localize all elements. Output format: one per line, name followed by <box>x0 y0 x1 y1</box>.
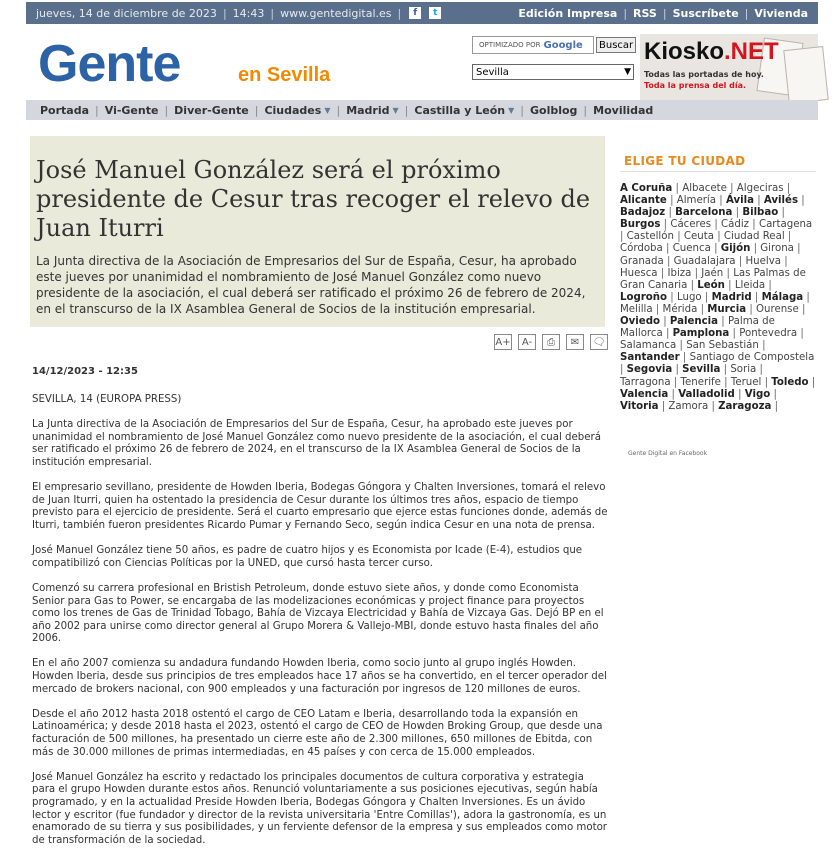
city-separator: | <box>771 400 779 412</box>
city-separator: | <box>723 267 734 279</box>
city-separator: | <box>793 243 801 255</box>
city-separator: | <box>710 243 721 255</box>
city-link[interactable]: Avilés <box>763 195 799 207</box>
city-separator: | <box>660 316 670 328</box>
city-link[interactable]: Ceuta <box>683 231 714 243</box>
city-separator: | <box>735 255 746 267</box>
city-link[interactable]: Toledo <box>771 376 809 388</box>
article-lead: La Junta directiva de la Asociación de Empresarios del Sur de España, Cesur, ha aprobado este jueves por unanimidad el nombramiento de José Manuel González como nuevo presidente de la asociación, el cual deberá ser ratificado el próximo 26 de febrero de 2024, en el transcurso de la IX Asamblea General de Socios de la institución empresarial. <box>36 254 586 316</box>
city-link[interactable]: Algeciras <box>736 183 784 194</box>
search-button[interactable]: Buscar <box>596 37 636 53</box>
city-link[interactable]: Ourense <box>756 303 799 315</box>
city-link[interactable]: Teruel <box>730 376 762 388</box>
email-icon[interactable]: ✉ <box>566 334 584 350</box>
city-separator: | <box>732 207 743 219</box>
nav-item[interactable] <box>105 104 159 117</box>
google-logo: Google <box>543 39 583 51</box>
city-separator: | <box>770 388 777 400</box>
city-link[interactable]: Guadalajara <box>673 255 736 267</box>
article-date: 14/12/2023 - 12:35 <box>32 366 138 377</box>
city-separator: | <box>697 303 708 315</box>
article-paragraph: El empresario sevillano, presidente de Howden Iberia, Bodegas Góngora y Chalten Inversiones, tomará el relevo de Juan Iturri, quien ha ostentado la presidencia de Cesur durante los últimos tres años, espacio de tiempo previsto para el ejercicio de presidente. Será el cuarto empresario que ejerce estas funciones donde, además de Iturri, también fueron presidentes Ricardo Pumar y Fernando Seco, según indica Cesur en una nota de prensa. <box>32 482 608 531</box>
city-link[interactable]: Burgos <box>620 219 661 231</box>
article-header <box>30 136 605 327</box>
nav-separator: | <box>583 103 588 117</box>
city-separator: | <box>620 231 627 243</box>
city-separator: | <box>672 183 683 194</box>
city-link[interactable]: Pamplona <box>672 328 730 340</box>
city-link[interactable]: Ávila <box>725 195 754 207</box>
city-link[interactable]: Castellón <box>626 231 674 243</box>
city-separator: | <box>784 231 792 243</box>
nav-item[interactable] <box>414 104 514 117</box>
city-separator: | <box>726 183 737 194</box>
city-separator: | <box>749 219 759 231</box>
nav-item-label: Diver-Gente <box>174 103 249 117</box>
article-paragraph: Comenzó su carrera profesional en Bristish Petroleum, donde estuvo siete años, y donde como Economista Senior para Gas to Power, se encargaba de las modelizaciones económicas y project finance para proyectos como los trenes de Gas de Trinidad Tobago, Bahía de Vizcaya Electricidad y Bahía de Vizcaya Gas. Dejó BP en el año 2002 para unirse como director general al Grupo Morera & Vallejo-MBI, donde estuvo hasta finales del año 2006. <box>32 582 604 645</box>
city-separator: | <box>746 303 757 315</box>
article-paragraph: En el año 2007 comienza su andadura fundando Howden Iberia, como socio junto al grupo inglés Howden. Howden Iberia, desde sus principios de tres empleados hace 17 años se ha convertido, en el tercer operador del mercado de brokers nacional, con 900 empleados y una facturación por ingresos de 120 millones de euros. <box>32 658 607 695</box>
search-box <box>472 36 636 54</box>
city-separator: | <box>660 219 671 231</box>
city-separator: | <box>798 195 805 207</box>
nav-item[interactable] <box>593 104 653 117</box>
city-separator: | <box>676 340 687 352</box>
kiosko-tagline-2: Toda la prensa del día. <box>644 81 747 90</box>
city-separator: | <box>803 291 810 303</box>
city-link[interactable]: Cartagena <box>758 219 813 231</box>
city-separator: | <box>724 279 735 291</box>
article-paragraph: José Manuel González tiene 50 años, es padre de cuatro hijos y es Economista por Icade (E-4), estudios que compatibilizó con Ciencias Políticas por la UNED, que cursó hasta tercer curso. <box>32 545 583 569</box>
sidebar-title: ELIGE TU CIUDAD <box>624 154 746 168</box>
city-link[interactable]: Madrid <box>711 291 752 303</box>
city-link[interactable]: Tenerife <box>680 376 721 388</box>
site-logo[interactable]: Gente <box>38 35 181 93</box>
facebook-note[interactable]: Gente Digital en Facebook <box>628 450 708 457</box>
nav-item-label: Vi-Gente <box>104 103 159 117</box>
city-separator: | <box>808 376 816 388</box>
city-link[interactable]: Tarragona <box>620 376 671 388</box>
city-link[interactable]: Valladolid <box>678 388 735 400</box>
city-separator: | <box>652 303 663 315</box>
city-link[interactable]: San Sebastián <box>686 340 759 352</box>
chevron-down-icon: ▼ <box>324 105 331 115</box>
article-paragraph: José Manuel González ha escrito y redactado los principales documentos de cultura corporativa y estrategia para el grupo Howden durante estos años. Renunció voluntariamente a sus posiciones ejecutivas, según había programado, y en la actualidad Preside Howden Iberia, Bodegas Góngora y Chalten Inversiones. Es un ávido lector y escritor (fue fundador y director de la revista universitaria 'Entre Comillas'), adora la gastronomía, es un enamorado de su tierra y sus posibilidades, y un ferviente defensor de la empresa y sus empleados como motor de transformación de la sociedad. <box>32 771 607 846</box>
city-separator: | <box>620 364 627 376</box>
main-nav <box>26 100 818 120</box>
current-date: jueves, 14 de diciembre de 2023 <box>36 6 217 20</box>
header <box>26 24 818 100</box>
city-separator: | <box>679 352 690 364</box>
city-separator: | <box>720 364 731 376</box>
city-link[interactable]: Zaragoza <box>718 400 772 412</box>
nav-separator: | <box>336 103 341 117</box>
nav-item[interactable] <box>264 104 330 117</box>
city-link[interactable]: Bilbao <box>742 207 779 219</box>
article-tools <box>494 334 608 350</box>
link-edicion-impresa[interactable]: Edición Impresa <box>518 6 618 20</box>
nav-item-label: Portada <box>40 103 90 117</box>
city-separator: | <box>756 364 763 376</box>
print-icon[interactable]: ⎙ <box>542 334 560 350</box>
link-rss[interactable]: RSS <box>633 6 657 20</box>
nav-separator: | <box>95 103 99 117</box>
city-separator: | <box>668 388 679 400</box>
nav-separator: | <box>164 103 169 117</box>
nav-item-label: Castilla y León <box>414 103 506 117</box>
city-link[interactable]: León <box>697 279 725 291</box>
article-body <box>32 394 608 860</box>
city-link[interactable]: A Coruña <box>620 183 673 194</box>
city-link[interactable]: Oviedo <box>620 316 660 328</box>
current-time: 14:43 <box>232 6 265 20</box>
nav-separator: | <box>520 103 524 117</box>
font-decrease-icon[interactable]: A- <box>518 334 536 350</box>
city-separator: | <box>797 328 804 340</box>
city-link[interactable]: Melilla <box>620 303 653 315</box>
city-link[interactable]: Badajoz <box>620 207 666 219</box>
city-link[interactable]: Valencia <box>620 388 669 400</box>
city-link[interactable]: Almería <box>676 195 717 207</box>
link-suscribete[interactable]: Suscríbete <box>672 6 739 20</box>
city-separator: | <box>783 183 791 194</box>
city-separator: | <box>666 195 677 207</box>
city-separator: | <box>711 219 722 231</box>
city-separator: | <box>780 255 788 267</box>
nav-separator: | <box>254 103 259 117</box>
city-separator: | <box>667 291 677 303</box>
city-separator: | <box>765 279 772 291</box>
comment-icon[interactable]: 🗨 <box>590 334 608 350</box>
nav-item-label: Movilidad <box>593 103 654 117</box>
kiosko-title: Kiosko.NET <box>644 38 779 65</box>
kiosko-tagline-1: Todas las portadas de hoy. <box>644 70 764 79</box>
city-separator: | <box>753 195 764 207</box>
sidebar-divider <box>620 171 816 172</box>
chevron-down-icon: ▼ <box>392 105 399 115</box>
chevron-down-icon: ▼ <box>508 105 515 115</box>
city-separator: | <box>672 364 683 376</box>
city-link[interactable]: Huelva <box>745 255 781 267</box>
site-url[interactable]: www.gentedigital.es <box>280 6 392 20</box>
city-separator: | <box>687 279 698 291</box>
city-list <box>620 183 816 413</box>
city-link[interactable]: Palma de Mallorca <box>620 316 775 340</box>
article-paragraph: Desde el año 2012 hasta 2018 ostentó el cargo de CEO Latam e Iberia, desarrollando toda la expansión en Latinoamérica; y desde 2018 hasta el 2023, ostentó el cargo de CEO de Howden Broking Group, que desde una facturación de 500 millones, ha presentado un cierre este año de 2.300 millones, 650 millones de Ebitda, con más de 30.000 millones de primas intermediadas, en 45 países y con cerca de 15.000 empleados. <box>32 708 603 758</box>
city-link[interactable]: Murcia <box>707 303 747 315</box>
search-optimized-label: OPTIMIZADO POR <box>479 41 541 49</box>
article-paragraph: La Junta directiva de la Asociación de Empresarios del Sur de España, Cesur, ha aprobado este jueves por unanimidad el nombramiento de José Manuel González como nuevo presidente de la asociación, el cual deberá ser ratificado el próximo 26 de febrero de 2024, en el transcurso de la IX Asamblea General de Socios de la institución empresarial. <box>32 419 601 468</box>
city-link[interactable]: Logroño <box>620 291 668 303</box>
font-increase-icon[interactable]: A+ <box>494 334 512 350</box>
city-select[interactable] <box>472 64 634 80</box>
article-paragraph: SEVILLA, 14 (EUROPA PRESS) <box>32 394 182 405</box>
nav-item[interactable] <box>174 104 249 117</box>
city-link[interactable]: Vitoria <box>620 400 659 412</box>
city-separator: | <box>657 267 668 279</box>
city-link[interactable]: Lugo <box>676 291 702 303</box>
city-separator: | <box>708 400 719 412</box>
facebook-icon[interactable]: f <box>409 7 421 19</box>
city-link[interactable]: Segovia <box>626 364 673 376</box>
city-link[interactable]: Lleida <box>734 279 766 291</box>
city-separator: | <box>798 303 806 315</box>
city-link[interactable]: Alicante <box>620 195 667 207</box>
city-separator: | <box>701 291 712 303</box>
city-separator: | <box>729 328 740 340</box>
city-link[interactable]: Cádiz <box>721 219 750 231</box>
nav-item-label: Ciudades <box>264 103 322 117</box>
city-separator: | <box>761 376 772 388</box>
city-link[interactable]: Mérida <box>662 303 698 315</box>
city-link[interactable]: Palencia <box>669 316 719 328</box>
city-link[interactable]: Gijón <box>720 243 751 255</box>
nav-item[interactable] <box>346 104 398 117</box>
city-separator: | <box>718 316 728 328</box>
city-link[interactable]: Barcelona <box>675 207 733 219</box>
city-link[interactable]: Málaga <box>761 291 804 303</box>
city-select-value: Sevilla <box>476 66 509 78</box>
city-separator: | <box>665 207 676 219</box>
city-separator: | <box>713 231 724 243</box>
city-link[interactable]: Soria <box>730 364 757 376</box>
newspaper-icon <box>783 46 828 104</box>
city-link[interactable]: Cuenca <box>672 243 711 255</box>
top-bar: jueves, 14 de diciembre de 2023 | 14:43 | www.gentedigital.es | f t Edición Impresa | RSS | Suscríbete | Vivienda <box>26 2 818 24</box>
city-separator: | <box>750 243 761 255</box>
city-separator: | <box>778 207 785 219</box>
link-vivienda[interactable]: Vivienda <box>754 6 808 20</box>
city-separator: | <box>734 388 745 400</box>
city-link[interactable]: Albacete <box>682 183 727 194</box>
city-link[interactable]: Santiago de Compostela <box>689 352 815 364</box>
nav-item[interactable] <box>40 104 89 117</box>
city-link[interactable]: Salamanca <box>620 340 677 352</box>
city-separator: | <box>691 267 702 279</box>
nav-separator: | <box>404 103 409 117</box>
city-link[interactable]: Córdoba <box>620 243 663 255</box>
twitter-icon[interactable]: t <box>429 7 441 19</box>
city-link[interactable]: Vigo <box>744 388 771 400</box>
city-link[interactable]: Las Palmas de Gran Canaria <box>620 267 806 291</box>
city-link[interactable]: Zamora <box>668 400 709 412</box>
nav-item-label: Madrid <box>346 103 390 117</box>
article-headline: José Manuel González será el próximo presidente de Cesur tras recoger el relevo de Juan Iturri <box>36 156 591 242</box>
city-link[interactable]: Pontevedra <box>739 328 798 340</box>
city-link[interactable]: Jaén <box>701 267 724 279</box>
city-separator: | <box>663 255 674 267</box>
kiosko-banner[interactable] <box>640 34 818 100</box>
city-link[interactable]: Granada <box>620 255 664 267</box>
city-link[interactable]: Ciudad Real <box>723 231 785 243</box>
nav-item[interactable] <box>530 104 577 117</box>
chevron-down-icon: ▼ <box>624 67 631 77</box>
edition-label: en Sevilla <box>238 64 331 86</box>
city-separator: | <box>670 376 681 388</box>
city-separator: | <box>673 231 684 243</box>
city-separator: | <box>662 328 673 340</box>
city-separator: | <box>720 376 731 388</box>
city-link[interactable]: Girona <box>760 243 794 255</box>
city-separator: | <box>758 340 766 352</box>
nav-item-label: Golblog <box>529 103 578 117</box>
city-link[interactable]: Ibiza <box>667 267 692 279</box>
city-link[interactable]: Santander <box>620 352 680 364</box>
city-link[interactable]: Cáceres <box>670 219 712 231</box>
city-separator: | <box>716 195 726 207</box>
city-separator: | <box>658 400 669 412</box>
city-link[interactable]: Sevilla <box>682 364 721 376</box>
city-separator: | <box>662 243 673 255</box>
city-link[interactable]: Huesca <box>620 267 658 279</box>
city-separator: | <box>751 291 762 303</box>
search-input[interactable] <box>472 36 594 54</box>
